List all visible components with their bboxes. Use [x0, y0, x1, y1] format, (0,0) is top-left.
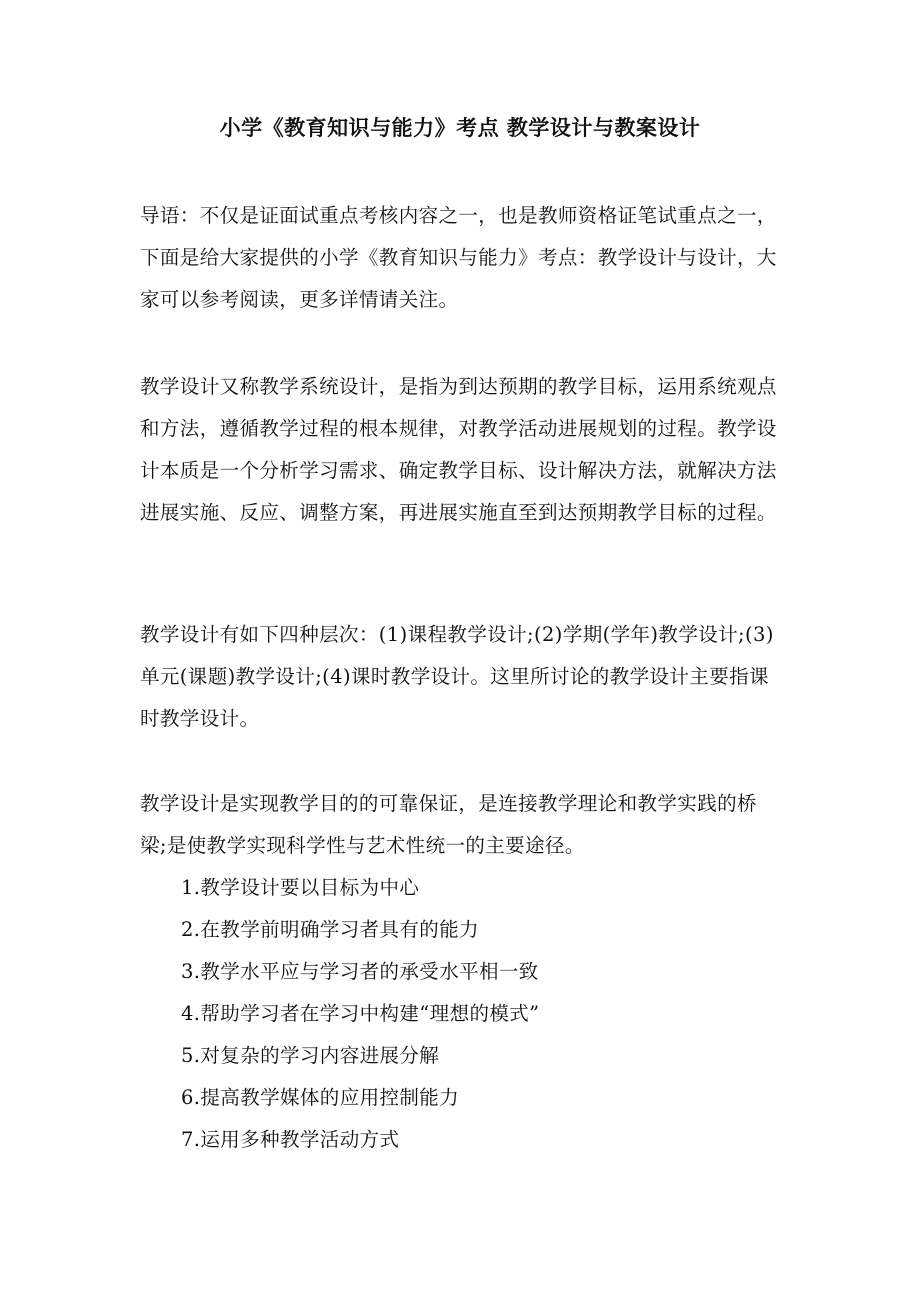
document-title: 小学《教育知识与能力》考点 教学设计与教案设计	[219, 115, 701, 140]
list-item: 5.对复杂的学习内容进展分解	[181, 1044, 440, 1067]
list-item: 6.提高教学媒体的应用控制能力	[181, 1086, 460, 1109]
list-item: 2.在教学前明确学习者具有的能力	[181, 918, 480, 941]
significance-paragraph: 教学设计是实现教学目的的可靠保证，是连接教学理论和教学实践的桥梁;是使教学实现科学性与艺术性统一的主要途径。	[140, 792, 757, 857]
list-item: 7.运用多种教学活动方式	[181, 1128, 400, 1151]
list-item: 1.教学设计要以目标为中心	[181, 876, 420, 899]
intro-paragraph: 导语：不仅是证面试重点考核内容之一，也是教师资格证笔试重点之一，下面是给大家提供的小学《教育知识与能力》考点：教学设计与设计，大家可以参考阅读，更多详情请关注。	[140, 204, 777, 311]
list-item: 4.帮助学习者在学习中构建“理想的模式”	[181, 1002, 540, 1025]
principles-list	[181, 867, 540, 1161]
definition-paragraph: 教学设计又称教学系统设计，是指为到达预期的教学目标，运用系统观点和方法，遵循教学过程的根本规律，对教学活动进展规划的过程。教学设计本质是一个分析学习需求、确定教学目标、设计解决方法，就解决方法进展实施、反应、调整方案，再进展实施直至到达预期教学目标的过程。	[140, 375, 777, 524]
levels-paragraph: 教学设计有如下四种层次：(1)课程教学设计;(2)学期(学年)教学设计;(3)单元(课题)教学设计;(4)课时教学设计。这里所讨论的教学设计主要指课时教学设计。	[140, 623, 774, 730]
list-item: 3.教学水平应与学习者的承受水平相一致	[181, 960, 539, 983]
